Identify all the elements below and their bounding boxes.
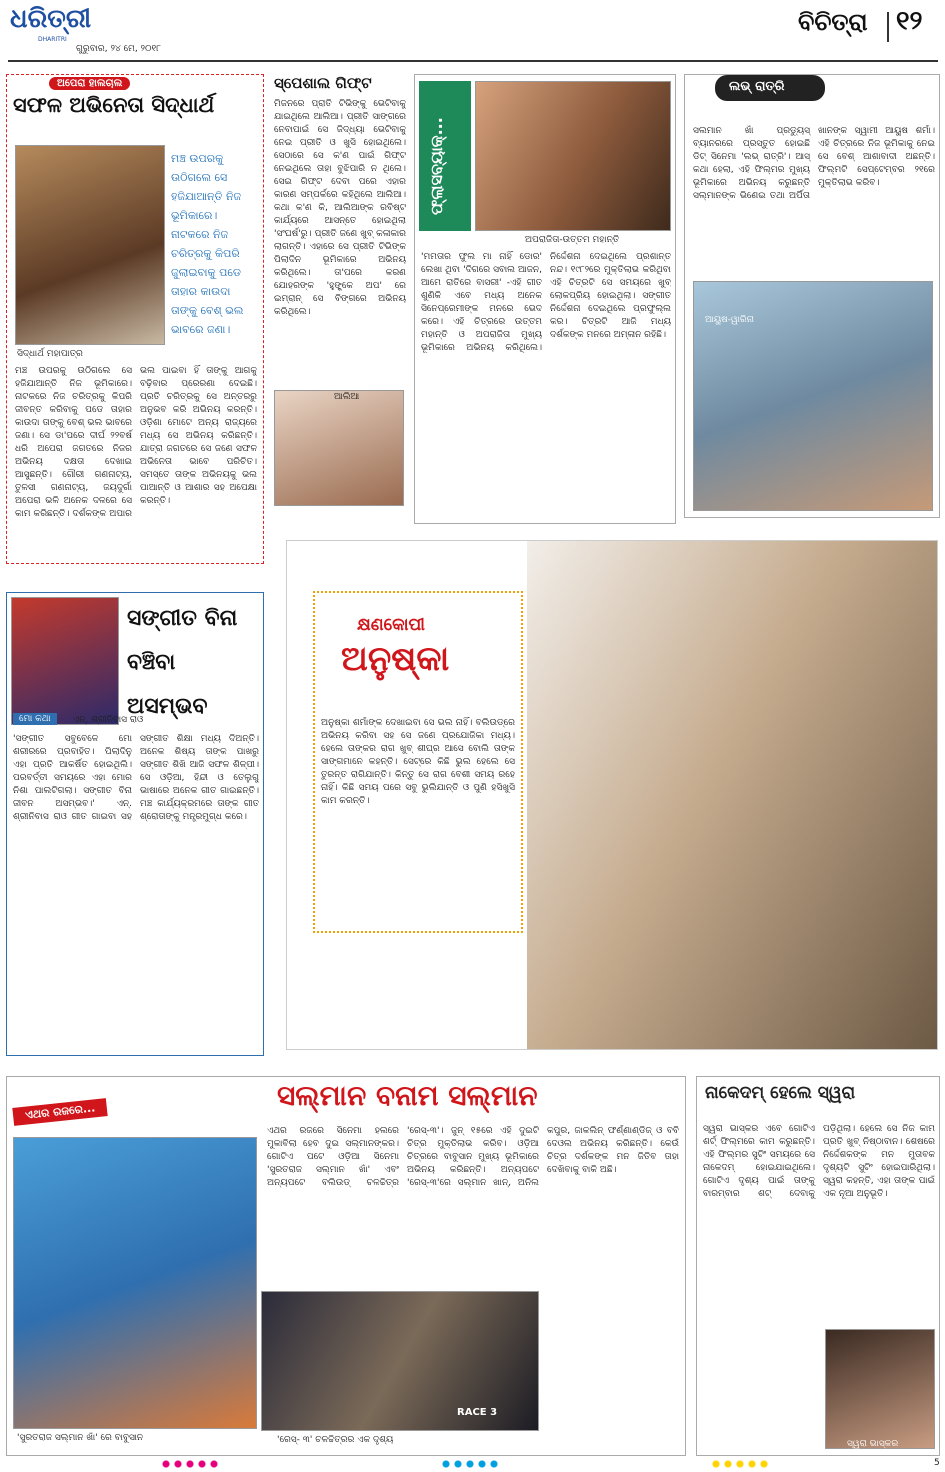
- photo-alia: [274, 390, 404, 506]
- logo-sub: DHARITRI: [38, 36, 67, 43]
- article-body: 'ମମତାର ଫୁଲ ମା ନାହିଁ ଡୋର' ଲେଖା ଥିବା 'ଦିଗରେ ସବାଲ ଆଜନ, ଆମେ ରାତିରେ ବାସରୀ' -ଏହି ଗୀତ ଶୁଣିକି ଏବେ ମଧ୍ୟ ଅନେକ ସିନେପ୍ରେମୀଙ୍କ ମନରେ ଭେଦ କରେ। ଏହି ଚିତ୍ରରେ ଉତ୍ତମ ମହାନ୍ତି ଓ ଅପରାଜିତା ମୁଖ୍ୟ ଭୂମିକାରେ ଅଭିନୟ କରିଥିଲେ। ନିର୍ଦ୍ଦେଶନା ଦେଇଥିଲେ ପ୍ରଶାନ୍ତ ନନ୍ଦ। ୧୯୮୨ରେ ମୁକ୍ତିଲାଭ କରିଥିବା ଏହି ଚିତ୍ରଟି ସେ ସମୟରେ ଖୁବ୍ ଲୋକପ୍ରିୟ ହୋଇଥିଲା। ସଙ୍ଗୀତ ନିର୍ଦ୍ଦେଶନା ଦେଇଥିଲେ ପ୍ରଫୁଲ୍ଲ କର। ଚିତ୍ରଟି ଆଜି ମଧ୍ୟ ଦର୍ଶକଙ୍କ ମନରେ ଅମ୍ଳାନ ରହିଛି।: [421, 252, 671, 353]
- caption-right: 'ରେସ୍- ୩' ଚଳଚ୍ଚିତ୍ରର ଏକ ଦୃଶ୍ୟ: [277, 1435, 394, 1445]
- headline: ସଲ୍‌ମାନ ବନାମ ସଲ୍‌ମାନ: [277, 1079, 538, 1112]
- photo-anushka: [527, 541, 937, 1049]
- poster-label: RACE 3: [457, 1407, 498, 1418]
- photo-aparajita-uttam: [475, 81, 671, 231]
- photo-caption: ଅପରାଜିତା-ଉତ୍ତମ ମହାନ୍ତି: [525, 235, 620, 245]
- article-body: ମିଜନରେ ପ୍ରାତି ଟିଭିଙ୍କୁ ଭେଟିବାକୁ ଯାଇଥିଲେ ଆଲିଆ। ପ୍ରୀତି ସାଙ୍ଗରେ ନେବାପାଇଁ ସେ ଜିଦ୍ଧ୍ୟା ଭେଟିବାକୁ ନେଇ ପ୍ରୀତି ଓ ଖୁସି ହୋଇଥିଲେ। ସେଠାରେ ସେ କ'ଣ ପାଇଁ ଗିଫ୍ଟ ନେଇଥିଲେ ତାହା ବୁଝିପାରି ନ ଥିଲେ। ସେଇ ଗିଫ୍ଟ ଦେବା ପରେ ଏହାର କାରଣ ସମ୍ପର୍କରେ କହିଥିଲେ ଆଲିଆ। କଥା କ'ଣ କି, ଆଲିଆଙ୍କ ରବିଷ୍ଟ କାର୍ଯ୍ୟରେ ଆସନ୍ତେ ହୋଇଥିଲା 'ସଂଘର୍ଷ'ରୁ। ପ୍ରୀତି ଜଣେ ଖୁବ୍ କଳାକାର ଲାଗନ୍ତି। ଏହାରେ ସେ ପ୍ରୀତି ଟିଭିଙ୍କ ପିଲାଦିନ ଭୂମିକାରେ ଅଭିନୟ କରିଥିଲେ। ତା'ପରେ କରଣ ଯୋହରଙ୍କ 'ହୁଙ୍ଗ୍କେ ଅପ' ରେ ଇମ୍ରାନ୍ ସେ ବିଙ୍ଗରେ ଅଭିନୟ କରିଥିଲେ।: [274, 99, 406, 317]
- photo-siddharth: [15, 145, 165, 345]
- article-body: 'ସଙ୍ଗୀତ ସବୁବେଳେ ମୋ ଶରୀରରେ ପ୍ରବାହିତ। ପିଲାଦିନୁ ଏହା ପ୍ରତି ଆକର୍ଷିତ ହୋଇଥିଲି। ପରବର୍ତ୍ତୀ ସମୟରେ ଏହା ମୋର ନିଶା ପାଲଟିଗଲା। ସଙ୍ଗୀତ ବିନା ଜୀବନ ଅସମ୍ଭବ।' ଏନ୍. ଶ୍ରୀନିବାସ ରାଓ ଗୀତ ଗାଇବା ସହ ସଙ୍ଗୀତ ଶିକ୍ଷା ମଧ୍ୟ ଦିଅନ୍ତି। ଅନେକ ଶିଷ୍ୟ ତାଙ୍କ ପାଖରୁ ସଙ୍ଗୀତ ଶିଖି ଆଜି ସଫଳ ଶିଳ୍ପୀ। ସେ ଓଡ଼ିଆ, ହିନ୍ଦୀ ଓ ତେଲୁଗୁ ଭାଷାରେ ଅନେକ ଗୀତ ଗାଇଛନ୍ତି। ମଞ୍ଚ କାର୍ଯ୍ୟକ୍ରମରେ ତାଙ୍କ ଗୀତ ଶ୍ରୋତାଙ୍କୁ ମନ୍ତ୍ରମୁଗ୍ଧ କରେ।: [13, 734, 259, 822]
- banner-badge: ଏଥର ରଜରେ...: [12, 1098, 108, 1126]
- color-dots: [710, 1460, 770, 1468]
- article-swara: [696, 1076, 940, 1456]
- page-mark: 5: [934, 1458, 940, 1468]
- issue-date: ଗୁରୁବାର, ୨୪ ମେ, ୨୦୧୮: [76, 44, 161, 54]
- article-siddharth: [6, 74, 264, 564]
- section-divider: [887, 12, 889, 42]
- caption-left: 'ସୁରତରାଜ ସଲ୍‌ମାନ ଖାଁ' ରେ ବାବୁସାନ: [17, 1433, 144, 1443]
- article-body: ମଞ୍ଚ ଉପରକୁ ଉଠିଗଲେ ସେ ହଜିଯାଆନ୍ତି ନିଜ ଭୂମିକାରେ। ନାଟକରେ ନିଜ ଚରିତ୍ରକୁ କିପରି ଜୀବନ୍ତ କରିବାକୁ ପଡେ ତାହାର କାଉଦା ତାଙ୍କୁ ବେଶ୍ ଭଲ ଭାବରେ ଜଣା। ସେ ଡା'ପରେ ଦୀର୍ଘ ୨୨ବର୍ଷ ଧରି ଅପେରା ଜଗତରେ ନିଜର ଅଭିନୟ ଦକ୍ଷତା ଦେଖାଇ ଆସୁଛନ୍ତି। ଗୌରୀ ଗଣନାଟ୍ୟ, ତୁଳସୀ ଗଣନାଟ୍ୟ, ଜୟଦୁର୍ଗା ଅପେରା ଭଳି ଅନେକ ଦଳରେ ସେ କାମ କରିଛନ୍ତି। ଦର୍ଶକଙ୍କ ଅପାର ଭଲ ପାଇବା ହିଁ ତାଙ୍କୁ ଆଗକୁ ବଢ଼ିବାର ପ୍ରେରଣା ଦେଇଛି। ପ୍ରତି ଚରିତ୍ରକୁ ସେ ଅନ୍ତରରୁ ଅନୁଭବ କରି ଅଭିନୟ କରନ୍ତି। ଓଡ଼ିଶା ମୋଟେ ଅନ୍ୟ ରାଜ୍ୟରେ ମଧ୍ୟ ସେ ଅଭିନୟ କରିଛନ୍ତି। ଯାତ୍ରା ଜଗତରେ ସେ ଜଣେ ସଫଳ ଅଭିନେତା ଭାବେ ପରିଚିତ। ସମସ୍ତେ ତାଙ୍କ ଅଭିନୟକୁ ଭଲ ପାଆନ୍ତି ଓ ଆଶାର ସହ ଅପେକ୍ଷା କରନ୍ତି।: [15, 366, 257, 519]
- pull-quote: ମଞ୍ଚ ଉପରକୁ ଉଠିଗଲେ ସେ ହଜିଯାଆନ୍ତି ନିଜ ଭୂମିକାରେ। ନାଟକରେ ନିଜ ଚରିତ୍ରକୁ କିପରି ଜୁଲାଇବାକୁ ପଡେ ତାହାର କାଉଦା ତାଙ୍କୁ ବେଶ୍ ଭଲ ଭାବରେ ଜଣା।: [171, 152, 244, 336]
- color-dots: [160, 1460, 220, 1468]
- photo-srinivas-rao: [11, 597, 119, 725]
- photo-caption: ସ୍ୱରା ଭାସ୍କର: [847, 1439, 899, 1449]
- page-number: ୧୨: [896, 6, 923, 36]
- photo-caption: ସିଦ୍ଧାର୍ଥ ମହାପାତ୍ର: [17, 349, 83, 359]
- photo-babushan: [13, 1137, 257, 1429]
- headline: ସଫଳ ଅଭିନେତା ସିଦ୍ଧାର୍ଥ: [13, 93, 215, 117]
- article-body: ସଲମାନ ଖାଁ ପ୍ରଡ୍ୟୁସ୍ ବ୍ୟାନରରେ ପ୍ରସ୍ତୁତ ହୋଇଛି ଡିଟ୍ ସିନେମା 'ଲଭ୍ ରାତ୍ରି'। ଆସ୍ କଥା ହେଲା, ଏହି ଫିଲ୍ମର ମୁଖ୍ୟ ଭୂମିକାରେ ଅଭିନୟ କରୁଛନ୍ତି ସଲ୍ମାନଙ୍କ ଭିଣେଇ ତଥା ଅର୍ପିତା ଖାନଙ୍କ ସ୍ୱାମୀ ଆୟୁଷ ଶର୍ମା। ଏହି ଚିତ୍ରରେ ନିଜ ଭୂମିକାକୁ ନେଇ ସେ ବେଶ୍ ଆଶାବାଦୀ ଅଛନ୍ତି। ଫିଲ୍ମଟି ସେପ୍ଟେମ୍ବର ୨୧ରେ ମୁକ୍ତିଲାଭ କରିବ।: [693, 126, 935, 201]
- article-salman: [6, 1076, 686, 1456]
- article-body: ସ୍ୱରା ଭାସ୍କର ଏବେ ଗୋଟିଏ ଶର୍ଟ୍ ଫିଲ୍ମରେ କାମ କରୁଛନ୍ତି। ଏହି ଫିଲ୍ମର ସୁଟିଂ ସମୟରେ ସେ ନାକେଦମ୍ ହୋଇଯାଇଥିଲେ। ଗୋଟିଏ ଦୃଶ୍ୟ ପାଇଁ ତାଙ୍କୁ ବାରମ୍ବାର ଶଟ୍ ଦେବାକୁ ପଡ଼ିଥିଲା। ହେଲେ ସେ ନିଜ କାମ ପ୍ରତି ଖୁବ୍ ନିଷ୍ଠାବାନ। ଶେଷରେ ନିର୍ଦ୍ଦେଶକଙ୍କ ମନ ମୁତାବକ ଦୃଶ୍ୟଟି ସୁଟିଂ ହୋଇପାରିଥିଲା। ସ୍ୱରା କହନ୍ତି, ଏହା ତାଙ୍କ ପାଇଁ ଏକ ନୂଆ ଅନୁଭୂତି।: [703, 1124, 935, 1199]
- color-dots: [440, 1460, 500, 1468]
- masthead: [0, 0, 945, 66]
- print-marks: [0, 1458, 945, 1472]
- photo-race-3: [261, 1291, 539, 1431]
- headline: ନାକେଦମ୍ ହେଲେ ସ୍ୱରା: [705, 1083, 856, 1103]
- kicker-badge: ଅପେରା ହାଲଚାଲ: [49, 77, 130, 90]
- headline: ସଙ୍ଗୀତ ବିନା ବଞ୍ଚିବା ଅସମ୍ଭବ: [127, 606, 238, 719]
- headline: ଲଭ୍ ରାତ୍ରି: [729, 79, 785, 94]
- tag-badge: ମୋ କଥା: [13, 713, 57, 725]
- byline: ଏନ୍. ଶ୍ରୀନିବାସ ରାଓ: [73, 715, 144, 725]
- masthead-rule: [8, 60, 938, 62]
- headline-top: କ୍ଷଣକୋପୀ: [357, 615, 425, 635]
- section-title: ବିଚିତ୍ରା: [798, 8, 868, 36]
- article-flashback: [414, 74, 676, 524]
- article-body: ଏଥର ରଜରେ ସିନେମା ହଲରେ ମୁକାବିଲା ହେବ ଦୁଇ ସଲ୍‌ମାନଙ୍କର। ଗୋଟିଏ ପଟେ ଓଡ଼ିଆ ସିନେମା 'ସୁରତରାଜ ସଲ୍‌ମାନ ଖାଁ' ଏବଂ ଅନ୍ୟପଟେ ବଲିଉଡ୍ ଚଳଚ୍ଚିତ୍ର 'ରେସ୍-୩'। ଜୁନ୍ ୧୫ରେ ଏହି ଦୁଇଟି ଚିତ୍ର ମୁକ୍ତିଲାଭ କରିବ। ଓଡ଼ିଆ ଚିତ୍ରରେ ବାବୁସାନ ମୁଖ୍ୟ ଭୂମିକାରେ ଅଭିନୟ କରିଛନ୍ତି। ଅନ୍ୟପଟେ 'ରେସ୍-୩'ରେ ସଲ୍‌ମାନ ଖାନ୍, ଅନିଲ କପୁର, ଜାକଲିନ୍ ଫର୍ଣ୍ଣାଣ୍ଡିଜ୍ ଓ ବବି ଦେଓଲ ଅଭିନୟ କରିଛନ୍ତି। କେଉଁ ଚିତ୍ର ଦର୍ଶକଙ୍କ ମନ ଜିତିବ ତାହା ଦେଖିବାକୁ ବାକି ଅଛି।: [267, 1126, 679, 1188]
- headline-bottom: ଅନୁଷ୍କା: [341, 639, 450, 679]
- headline: ସ୍ପେଶାଲ ଗିଫ୍ଟ: [274, 74, 372, 92]
- article-music: [6, 592, 264, 1056]
- photo-swara: [825, 1329, 935, 1449]
- article-body: ଅନୁଷ୍କା ଶର୍ମାଙ୍କ ଦେଖାଇବା ସେ ଭଲ ନାହିଁ। ବଲିଉଡ୍‌ରେ ଅଭିନୟ କରିବା ସହ ସେ ଜଣେ ପ୍ରଯୋଜିକା ମଧ୍ୟ। ହେଲେ ତାଙ୍କର ରାଗ ଖୁବ୍ ଶୀଘ୍ର ଆସେ ବୋଲି ତାଙ୍କ ସାଙ୍ଗମାନେ କହନ୍ତି। ସେଟ୍‌ରେ କିଛି ଭୁଲ ହେଲେ ସେ ତୁରନ୍ତ ରାଗିଯାନ୍ତି। କିନ୍ତୁ ସେ ରାଗ ବେଶୀ ସମୟ ରହେ ନାହିଁ। କିଛି ସମୟ ପରେ ସବୁ ଭୁଲିଯାନ୍ତି ଓ ପୁଣି ହସିଖୁସି କାମ କରନ୍ତି।: [321, 718, 515, 806]
- photo-caption: ଆୟୁଷ-ୱାରିନା: [705, 315, 754, 325]
- article-special-gift: [270, 74, 408, 514]
- logo: ଧରିତ୍ରୀ: [10, 4, 92, 34]
- article-love-ratri: [684, 74, 940, 518]
- vertical-label: ଫ୍ଲାସବ୍ୟାକ୍...: [427, 117, 446, 215]
- photo-caption: ଆଲିଆ: [334, 392, 360, 402]
- article-anushka: [286, 540, 938, 1050]
